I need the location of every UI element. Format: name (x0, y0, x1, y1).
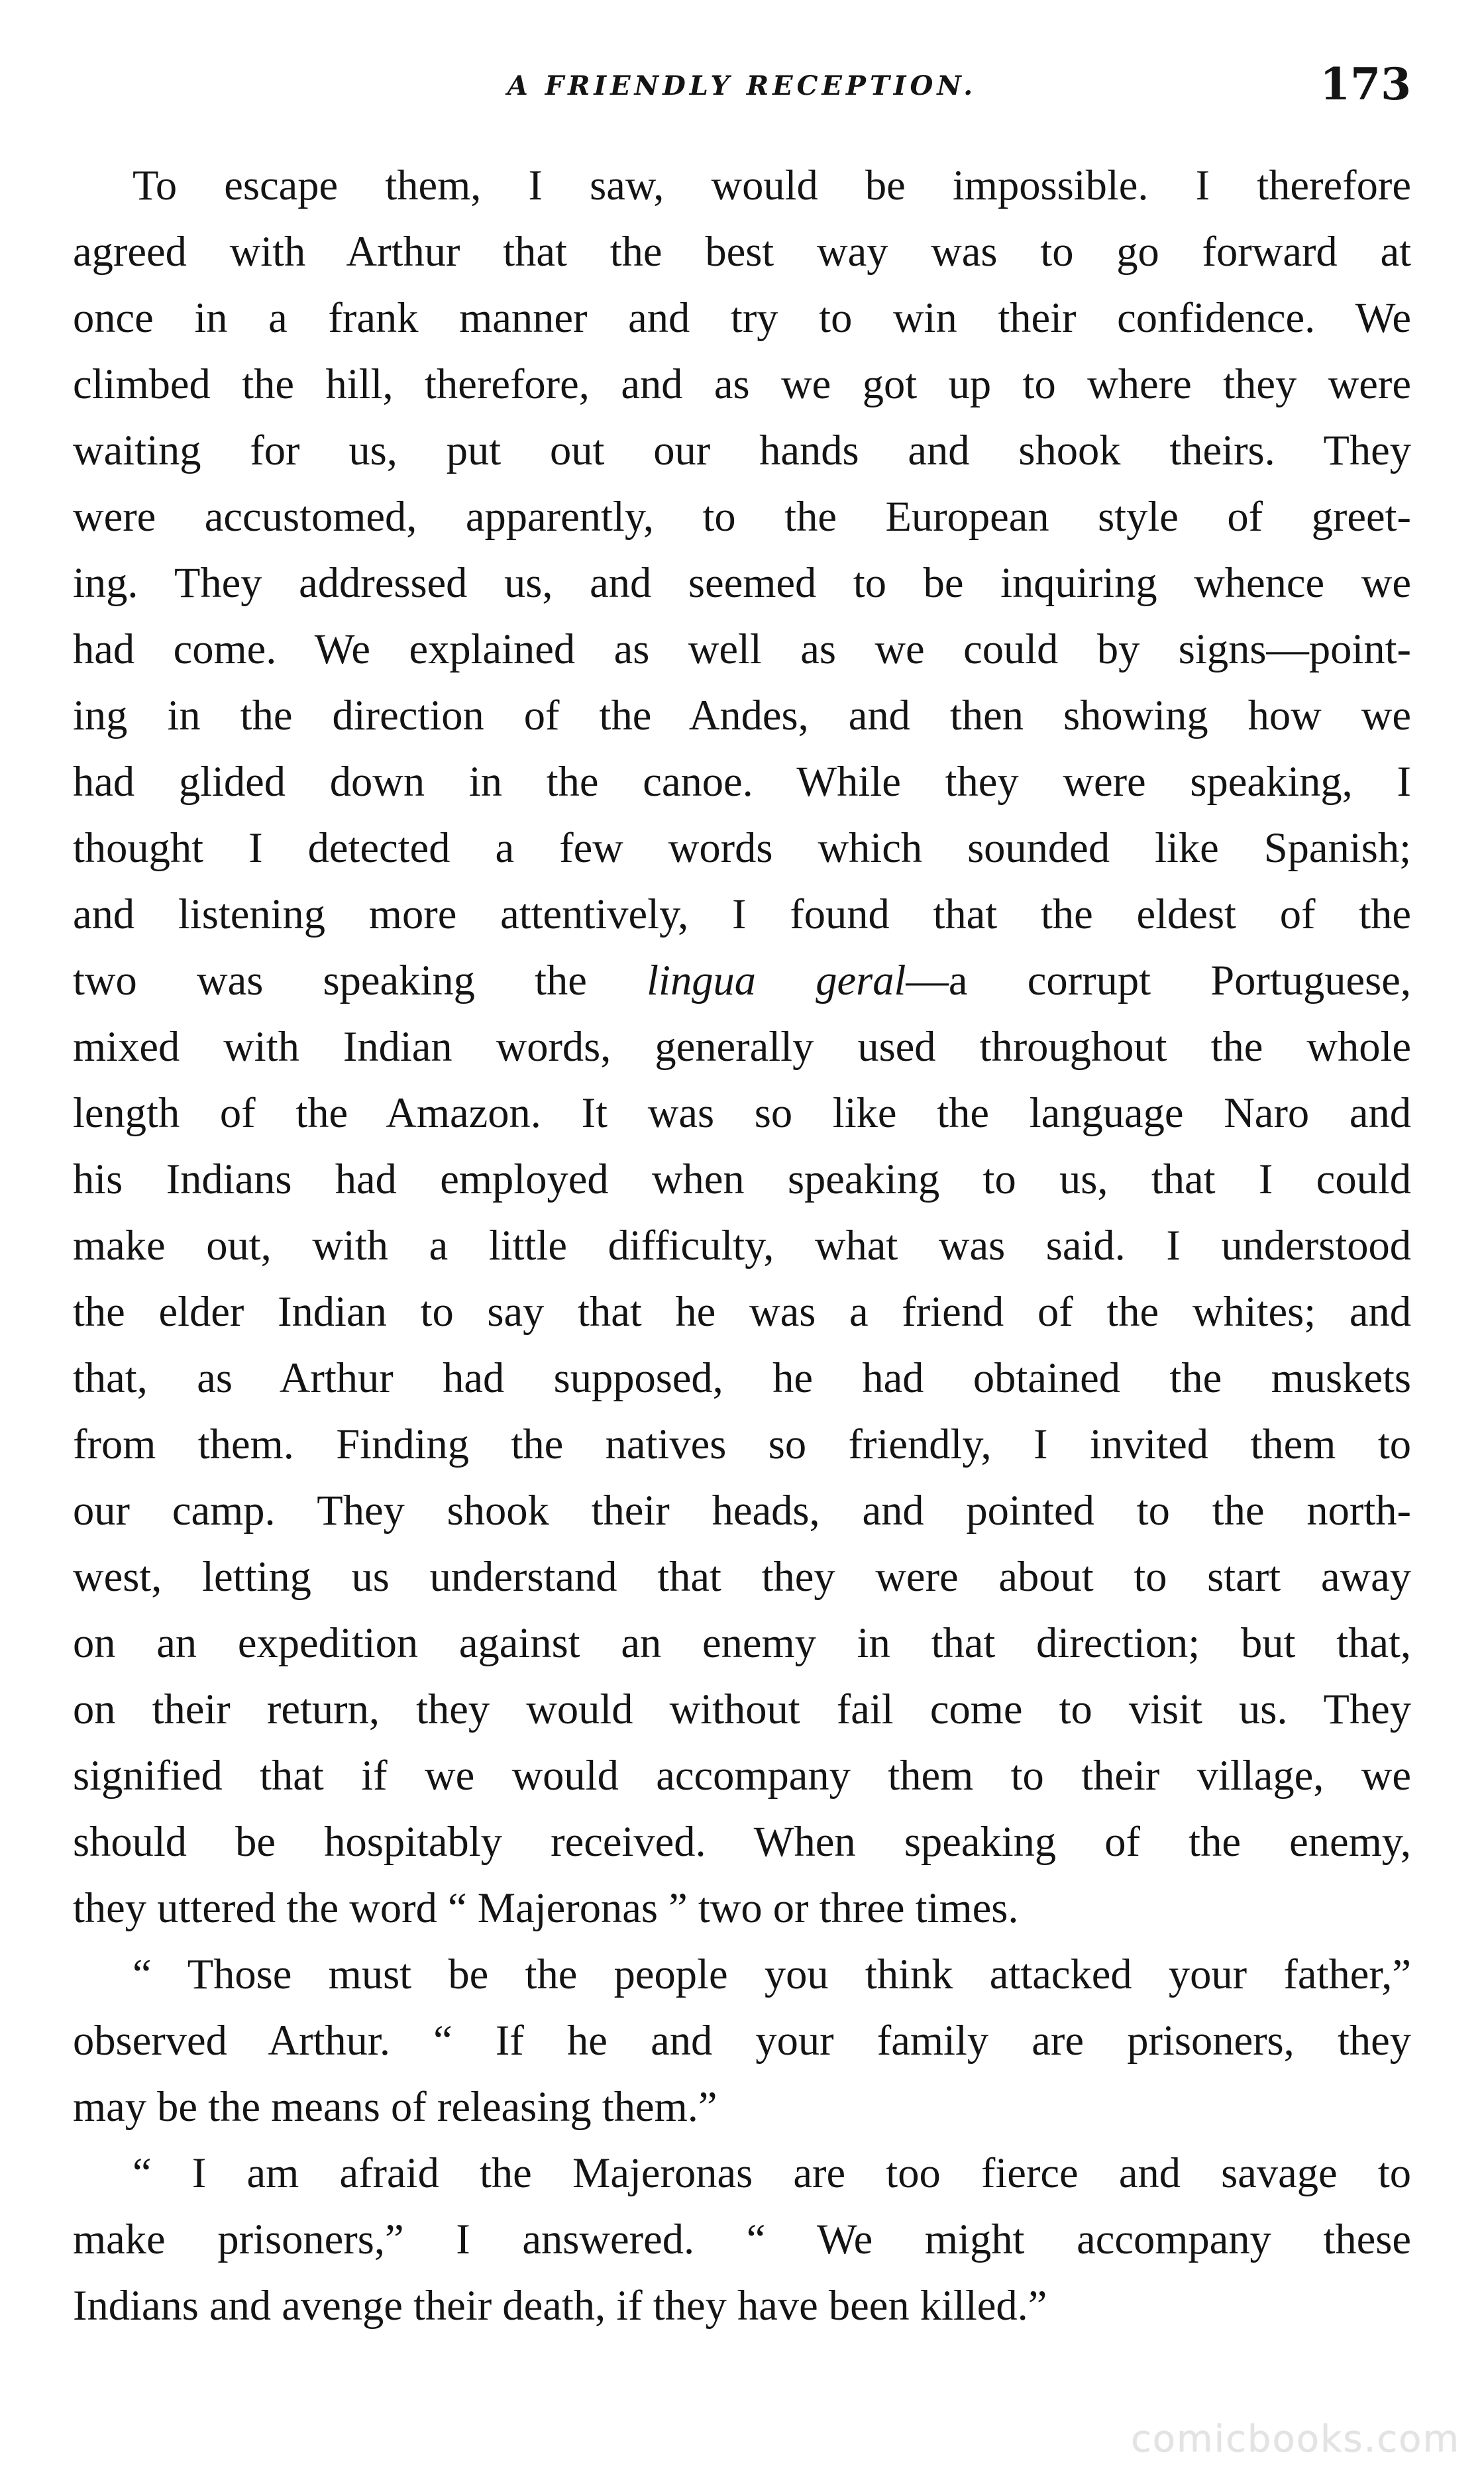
text-line: length of the Amazon. It was so like the language Naro and (73, 1089, 1411, 1136)
running-head (73, 58, 1411, 131)
text-line: and listening more attentively, I found that the eldest of the (73, 890, 1411, 938)
text-line: once in a frank manner and try to win their confidence. We (73, 294, 1411, 341)
text-line: thought I detected a few words which sounded like Spanish; (73, 824, 1411, 871)
text-line: the elder Indian to say that he was a friend of the whites; and (73, 1288, 1411, 1335)
text-line: two was speaking the lingua geral—a corrupt Portuguese, (73, 957, 1412, 1004)
text-line: make out, with a little difficulty, what was said. I understood (73, 1222, 1411, 1269)
text-line: they uttered the word “ Majeronas ” two or three times. (73, 1884, 1019, 1931)
text-line: had come. We explained as well as we could by signs—point- (73, 625, 1411, 673)
page-number: 173 (1320, 58, 1411, 110)
text-line: Indians and avenge their death, if they have been killed.” (73, 2282, 1047, 2329)
text-line: ing. They addressed us, and seemed to be inquiring whence we (73, 559, 1411, 606)
text-line: that, as Arthur had supposed, he had obtained the muskets (73, 1354, 1411, 1401)
text-line: west, letting us understand that they were about to start away (73, 1553, 1411, 1600)
watermark: comicbooks.com (1130, 2418, 1460, 2461)
text-line: “ Those must be the people you think attacked your father,” (132, 1951, 1411, 1998)
body-text (73, 152, 1411, 2339)
text-line: ing in the direction of the Andes, and then showing how we (73, 692, 1411, 739)
running-title: A FRIENDLY RECEPTION. (507, 70, 977, 101)
text-line: waiting for us, put out our hands and shook theirs. They (73, 427, 1411, 474)
text-line: should be hospitably received. When speaking of the enemy, (73, 1818, 1411, 1865)
text-line: may be the means of releasing them.” (73, 2083, 717, 2130)
text-line: make prisoners,” I answered. “ We might accompany these (73, 2216, 1411, 2263)
text-line: observed Arthur. “ If he and your family are prisoners, they (73, 2017, 1411, 2064)
text-line: our camp. They shook their heads, and pointed to the north- (73, 1487, 1411, 1534)
text-line: “ I am afraid the Majeronas are too fierce and savage to (132, 2149, 1411, 2196)
italic-phrase: lingua geral (647, 957, 906, 1004)
text-line: were accustomed, apparently, to the European style of greet- (73, 493, 1411, 540)
text-line: climbed the hill, therefore, and as we got up to where they were (73, 360, 1411, 407)
text-line: had glided down in the canoe. While they were speaking, I (73, 758, 1411, 805)
text-line: on their return, they would without fail come to visit us. They (73, 1686, 1411, 1733)
text-line: To escape them, I saw, would be impossible. I therefore (132, 162, 1411, 209)
text-line: signified that if we would accompany them to their village, we (73, 1752, 1411, 1799)
text-line: on an expedition against an enemy in that direction; but that, (73, 1619, 1411, 1666)
text-line: mixed with Indian words, generally used throughout the whole (73, 1023, 1411, 1070)
text-line: from them. Finding the natives so friendly, I invited them to (73, 1421, 1411, 1468)
text-line: agreed with Arthur that the best way was to go forward at (73, 228, 1411, 275)
text-line: his Indians had employed when speaking to us, that I could (73, 1156, 1411, 1203)
